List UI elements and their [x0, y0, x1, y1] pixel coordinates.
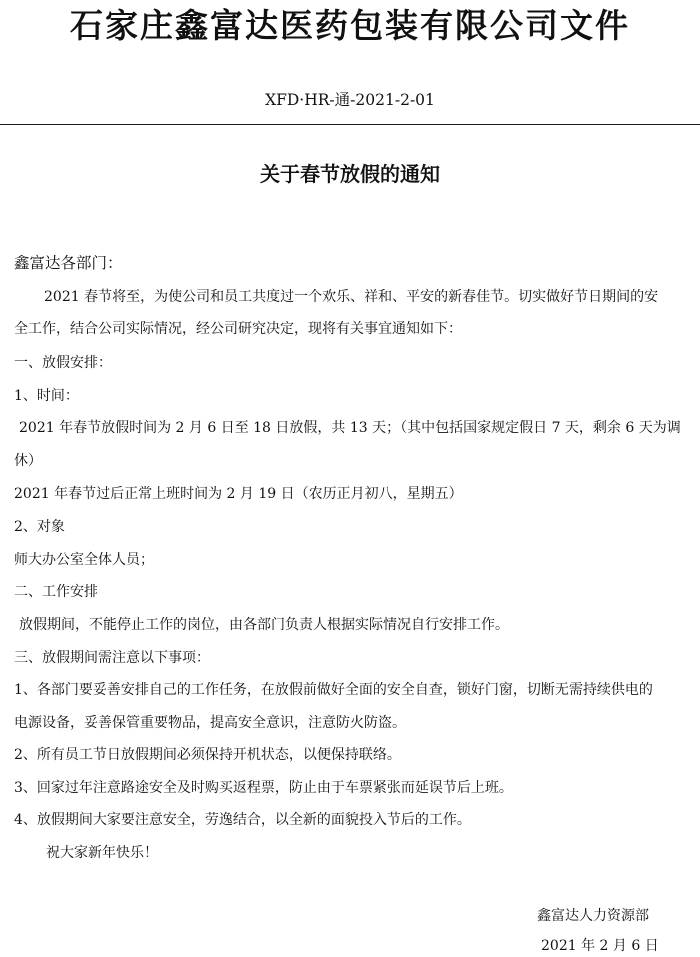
company-document-title: 石家庄鑫富达医药包装有限公司文件	[70, 6, 630, 45]
section-3-heading: 三、放假期间需注意以下事项：	[14, 650, 210, 666]
new-year-greeting: 祝大家新年快乐！	[46, 845, 158, 861]
holiday-line-2: 休）	[14, 453, 42, 469]
note-4: 4、放假期间大家要注意安全，劳逸结合，以全新的面貌投入节后的工作。	[14, 812, 471, 828]
holiday-line-1: 2021 年春节放假时间为 2 月 6 日至 18 日放假，共 13 天；（其中包括国家规定假日 7 天，剩余 6 天为调	[19, 420, 681, 436]
return-to-work-line: 2021 年春节过后正常上班时间为 2 月 19 日（农历正月初八，星期五）	[14, 486, 463, 502]
signature-date: 2021 年 2 月 6 日	[541, 938, 659, 954]
document-number: XFD·HR-通-2021-2-01	[265, 91, 435, 109]
header-divider	[0, 124, 700, 125]
note-1-line-2: 电源设备，妥善保管重要物品，提高安全意识，注意防火防盗。	[14, 715, 406, 731]
target-text: 师大办公室全体人员；	[14, 552, 154, 568]
signature-department: 鑫富达人力资源部	[537, 908, 649, 924]
work-arrangement-text: 放假期间，不能停止工作的岗位，由各部门负责人根据实际情况自行安排工作。	[19, 617, 509, 633]
intro-line-2: 全工作，结合公司实际情况，经公司研究决定，现将有关事宜通知如下：	[14, 321, 462, 337]
item-target-heading: 2、对象	[14, 519, 65, 535]
note-2: 2、所有员工节日放假期间必须保持开机状态，以便保持联络。	[14, 747, 401, 763]
notice-title: 关于春节放假的通知	[260, 162, 440, 186]
note-1-line-1: 1、各部门要妥善安排自己的工作任务，在放假前做好全面的安全自查，锁好门窗，切断无需持续供电的	[14, 682, 653, 698]
item-time-heading: 1、时间：	[14, 388, 79, 404]
intro-line-1: 2021 春节将至，为使公司和员工共度过一个欢乐、祥和、平安的新春佳节。切实做好节日期间的安	[44, 289, 659, 305]
section-2-heading: 二、工作安排	[14, 584, 98, 600]
section-1-heading: 一、放假安排：	[14, 355, 112, 371]
note-3: 3、回家过年注意路途安全及时购买返程票，防止由于车票紧张而延误节后上班。	[14, 780, 513, 796]
salutation: 鑫富达各部门：	[14, 254, 123, 272]
